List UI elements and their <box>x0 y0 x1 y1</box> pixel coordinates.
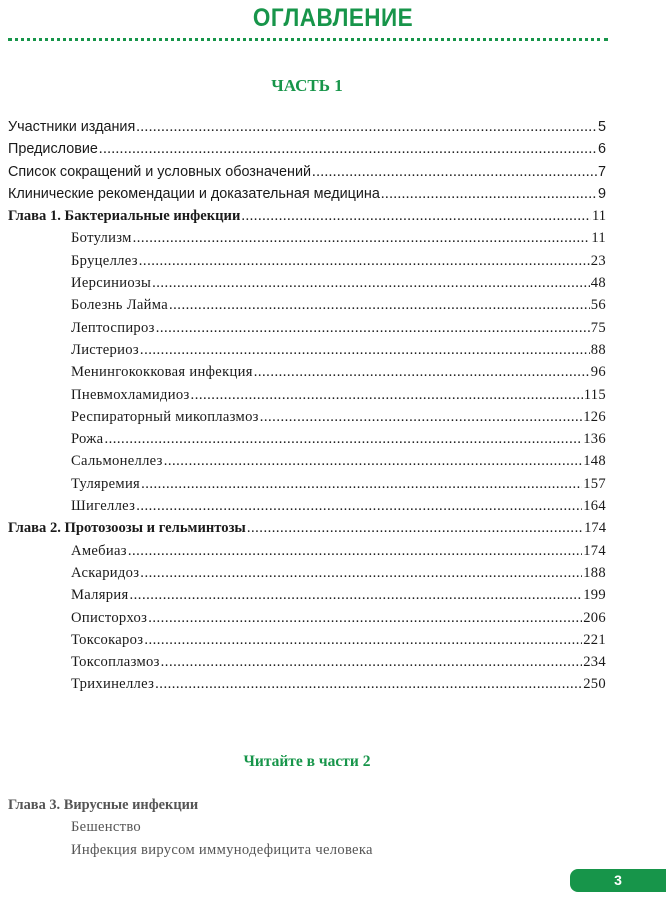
toc-item[interactable] <box>8 227 606 249</box>
toc-item[interactable] <box>8 629 606 651</box>
toc-item-title: Амебиаз <box>71 542 127 559</box>
toc-item[interactable] <box>8 428 606 450</box>
toc-item-title: Токсоплазмоз <box>71 654 160 671</box>
toc-item-page: 157 <box>583 475 606 492</box>
toc-item-title: Менингококковая инфекция <box>71 364 253 381</box>
leader-dots <box>141 473 582 495</box>
toc-entry-page: 7 <box>597 163 606 180</box>
toc-item-page: 56 <box>590 297 606 314</box>
leader-dots <box>136 495 582 517</box>
toc-item-title: Пневмохламидиоз <box>71 386 190 403</box>
toc-item-page: 96 <box>590 364 606 381</box>
toc-item-title: Ботулизм <box>71 230 132 247</box>
toc-item-title: Описторхоз <box>71 609 148 626</box>
toc-entry-title: Клинические рекомендации и доказательная медицина <box>8 185 380 202</box>
toc-item-page: 199 <box>583 587 606 604</box>
leader-dots <box>139 250 590 272</box>
toc-item-title: Бруцеллез <box>71 252 138 269</box>
toc-item[interactable] <box>8 450 606 472</box>
toc-item-title: Листериоз <box>71 341 139 358</box>
toc-entry-title: Список сокращений и условных обозначений <box>8 163 312 180</box>
toc-row-contributors[interactable] <box>8 116 606 138</box>
chapter-page: 11 <box>591 208 606 225</box>
toc-item[interactable] <box>8 294 606 316</box>
toc-item[interactable] <box>8 361 606 383</box>
toc-row-guidelines[interactable] <box>8 183 606 205</box>
chapter-title: Глава 2. Протозоозы и гельминтозы <box>8 520 246 537</box>
toc-item-page: 206 <box>583 609 606 626</box>
toc-item-page: 250 <box>583 676 606 693</box>
toc-item-page: 234 <box>583 654 606 671</box>
toc-item-title: Трихинеллез <box>71 676 155 693</box>
toc-item-title: Рожа <box>71 431 104 448</box>
toc-item[interactable] <box>8 495 606 517</box>
toc-item-page: 23 <box>590 252 606 269</box>
leader-dots <box>161 651 583 673</box>
toc-item-page: 75 <box>590 319 606 336</box>
leader-dots <box>144 629 582 651</box>
toc-item-page: 136 <box>583 431 606 448</box>
toc-entry-title: Предисловие <box>8 141 98 158</box>
leader-dots <box>128 540 582 562</box>
toc-item[interactable] <box>8 562 606 584</box>
toc-chapter-1[interactable] <box>8 205 606 227</box>
toc-item[interactable] <box>8 473 606 495</box>
toc-item[interactable] <box>8 607 606 629</box>
toc-item[interactable] <box>8 317 606 339</box>
toc-item-page: 221 <box>583 631 606 648</box>
toc-item-page: 188 <box>583 564 606 581</box>
toc-entry-title: Участники издания <box>8 119 136 135</box>
leader-dots <box>247 517 583 539</box>
toc-item[interactable] <box>8 272 606 294</box>
toc-item[interactable] <box>8 540 606 562</box>
toc-item-title: Малярия <box>71 587 129 604</box>
leader-dots <box>381 183 597 205</box>
toc-item[interactable] <box>8 250 606 272</box>
leader-dots <box>133 227 591 249</box>
toc-item-title: Туляремия <box>71 475 141 492</box>
leader-dots <box>312 161 597 183</box>
toc-row-abbreviations[interactable] <box>8 161 606 183</box>
leader-dots <box>156 317 590 339</box>
title-divider <box>8 38 608 41</box>
part2-chapter-title: Глава 3. Вирусные инфекции <box>8 797 199 813</box>
part2-heading: Читайте в части 2 <box>243 753 371 770</box>
toc-item[interactable] <box>8 584 606 606</box>
leader-dots <box>164 450 583 472</box>
toc-item-title: Токсокароз <box>71 631 144 648</box>
toc-item-title: Сальмонеллез <box>71 453 163 470</box>
leader-dots <box>130 584 583 606</box>
toc-item-title: Аскаридоз <box>71 564 140 581</box>
leader-dots <box>136 116 597 138</box>
leader-dots <box>155 673 582 695</box>
toc-item-page: 174 <box>583 542 606 559</box>
page-title: ОГЛАВЛЕНИЕ <box>252 4 414 32</box>
toc-entry-page: 6 <box>597 141 606 158</box>
toc-item-page: 48 <box>590 275 606 292</box>
toc-item[interactable] <box>8 384 606 406</box>
leader-dots <box>148 607 582 629</box>
toc-item[interactable] <box>8 651 606 673</box>
chapter-title: Глава 1. Бактериальные инфекции <box>8 208 241 225</box>
leader-dots <box>140 339 590 361</box>
table-of-contents <box>8 116 606 696</box>
leader-dots <box>152 272 590 294</box>
toc-item[interactable] <box>8 673 606 695</box>
page-number-badge: 3 <box>570 869 666 892</box>
part1-heading: ЧАСТЬ 1 <box>271 76 343 95</box>
toc-item-page: 164 <box>583 498 606 515</box>
toc-entry-page: 9 <box>597 185 606 202</box>
toc-item-title: Шигеллез <box>71 498 136 515</box>
part2-item: Бешенство <box>71 819 142 835</box>
toc-item-title: Лептоспироз <box>71 319 155 336</box>
toc-item-title: Иерсиниозы <box>71 275 152 292</box>
leader-dots <box>169 294 590 316</box>
chapter-page: 174 <box>584 520 606 537</box>
toc-item-page: 148 <box>583 453 606 470</box>
leader-dots <box>140 562 582 584</box>
toc-item[interactable] <box>8 406 606 428</box>
toc-item[interactable] <box>8 339 606 361</box>
toc-chapter-2[interactable] <box>8 517 606 539</box>
toc-entry-page: 5 <box>597 119 606 135</box>
toc-item-title: Болезнь Лайма <box>71 297 168 314</box>
part2-item: Инфекция вирусом иммунодефицита человека <box>71 842 373 858</box>
leader-dots <box>260 406 582 428</box>
toc-item-page: 11 <box>591 230 606 247</box>
leader-dots <box>191 384 583 406</box>
toc-item-page: 115 <box>583 386 606 403</box>
toc-item-page: 126 <box>583 408 606 425</box>
leader-dots <box>104 428 582 450</box>
toc-item-page: 88 <box>590 341 606 358</box>
toc-row-preface[interactable] <box>8 138 606 160</box>
leader-dots <box>241 205 591 227</box>
leader-dots <box>99 138 597 160</box>
part2-preview <box>8 794 606 862</box>
leader-dots <box>254 361 590 383</box>
toc-item-title: Респираторный микоплазмоз <box>71 408 259 425</box>
